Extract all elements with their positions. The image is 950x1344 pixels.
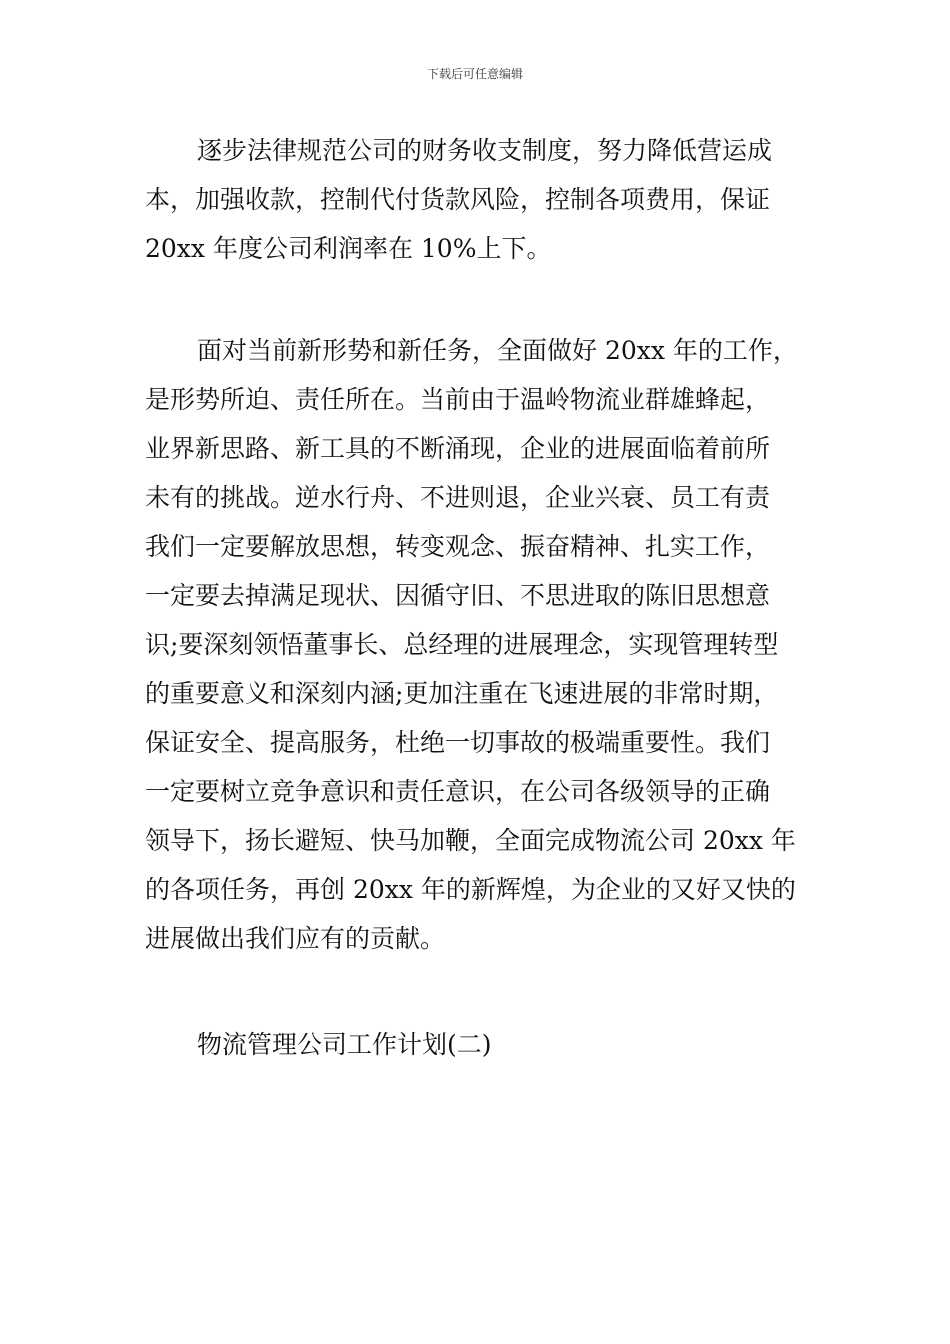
paragraph-line: 逐步法律规范公司的财务收支制度，努力降低营运成 xyxy=(197,136,773,165)
paragraph-line: 进展做出我们应有的贡献。 xyxy=(145,924,446,953)
paragraph-line: 我们一定要解放思想，转变观念、振奋精神、扎实工作， xyxy=(145,532,771,561)
paragraph-line: 业界新思路、新工具的不断涌现，企业的进展面临着前所 xyxy=(145,434,771,463)
paragraph-line: 面对当前新形势和新任务，全面做好 20xx 年的工作， xyxy=(197,336,798,365)
paragraph-line: 一定要去掉满足现状、因循守旧、不思进取的陈旧思想意 xyxy=(145,581,771,610)
paragraph-financial-control xyxy=(145,126,807,273)
paragraph-new-situation xyxy=(145,326,807,963)
paragraph-line: 20xx 年度公司利润率在 10%上下。 xyxy=(145,234,552,263)
paragraph-line: 一定要树立竞争意识和责任意识，在公司各级领导的正确 xyxy=(145,777,771,806)
section-heading xyxy=(145,1020,807,1069)
section-heading-text: 物流管理公司工作计划(二) xyxy=(197,1030,492,1059)
paragraph-line: 本，加强收款，控制代付货款风险，控制各项费用，保证 xyxy=(145,185,771,214)
paragraph-line: 未有的挑战。逆水行舟、不进则退，企业兴衰、员工有责 xyxy=(145,483,771,512)
paragraph-line: 领导下，扬长避短、快马加鞭，全面完成物流公司 20xx 年 xyxy=(145,826,796,855)
paragraph-line: 是形势所迫、责任所在。当前由于温岭物流业群雄蜂起， xyxy=(145,385,771,414)
paragraph-line: 识;要深刻领悟董事长、总经理的进展理念，实现管理转型 xyxy=(145,630,779,659)
paragraph-line: 的各项任务，再创 20xx 年的新辉煌，为企业的又好又快的 xyxy=(145,875,796,904)
paragraph-line: 保证安全、提高服务，杜绝一切事故的极端重要性。我们 xyxy=(145,728,771,757)
page-header: 下载后可任意编辑 xyxy=(426,67,523,81)
paragraph-line: 的重要意义和深刻内涵;更加注重在飞速进展的非常时期， xyxy=(145,679,779,708)
